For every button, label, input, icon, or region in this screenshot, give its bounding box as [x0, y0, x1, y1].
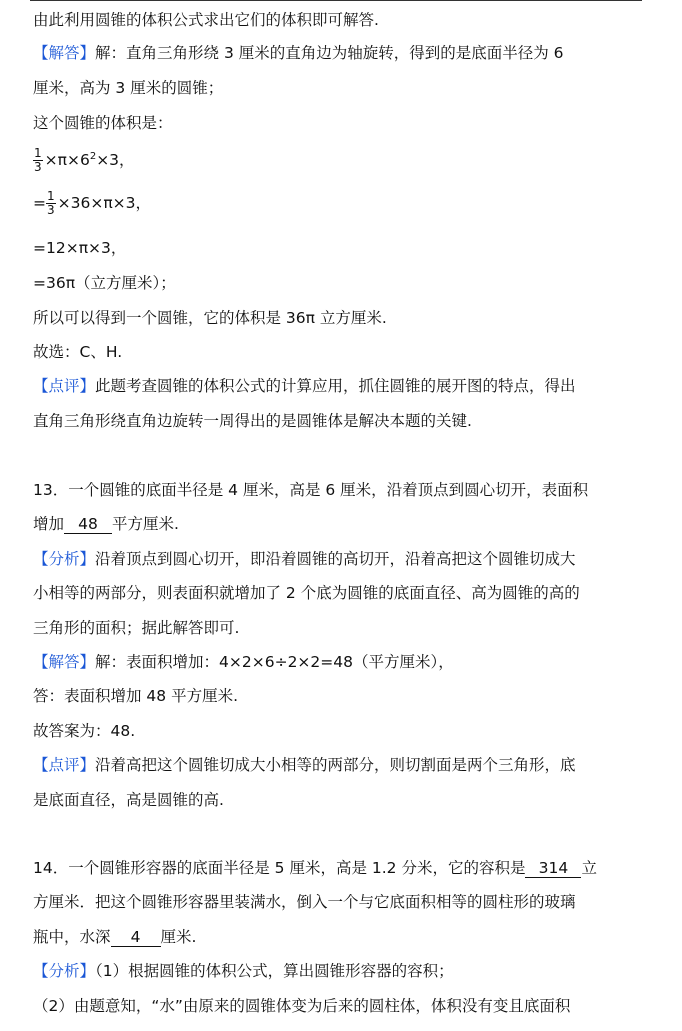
q12-conclusion: 所以可以得到一个圆锥，它的体积是 36π 立方厘米.: [33, 309, 387, 327]
q13-analysis-line-1: 【分析】沿着顶点到圆心切开，即沿着圆锥的高切开，沿着高把这个圆锥切成大: [33, 550, 576, 568]
q14-analysis-line-2: （2）由题意知，“水”由原来的圆锥体变为后来的圆柱体，体积没有变且底面积: [33, 997, 571, 1015]
q13-final-answer: 故答案为：48.: [33, 722, 136, 740]
fraction-one-third: $\frac{1}{3}$: [34, 146, 42, 174]
q13-question-line-2: 增加 48 平方厘米.: [33, 515, 179, 533]
q12-choice: 故选：C、H.: [33, 343, 123, 361]
q12-calc-line-4: =36π（立方厘米）；: [33, 274, 176, 292]
q12-solution-line-2: 厘米，高为 3 厘米的圆锥；: [33, 79, 224, 97]
q13-analysis-line-2: 小相等的两部分，则表面积就增加了 2 个底为圆锥的底面直径、高为圆锥的高的: [33, 584, 580, 602]
q13-comment-line-2: 是底面直径，高是圆锥的高.: [33, 791, 224, 809]
q12-intro-tail: 由此利用圆锥的体积公式求出它们的体积即可解答.: [33, 11, 379, 29]
solution-tag: 【解答】: [33, 44, 96, 62]
q12-comment-line-1: 【点评】此题考查圆锥的体积公式的计算应用，抓住圆锥的展开图的特点，得出: [33, 377, 576, 395]
top-rule: [30, 0, 642, 1]
q12-comment-line-2: 直角三角形绕直角边旋转一周得出的是圆锥体是解决本题的关键.: [33, 412, 472, 430]
solution-tag: 【解答】: [33, 653, 96, 671]
q14-answer-blank-1: 314: [525, 859, 581, 878]
q13-question-line-1: 13．一个圆锥的底面半径是 4 厘米，高是 6 厘米，沿着顶点到圆心切开，表面积: [33, 481, 589, 499]
comment-tag: 【点评】: [33, 377, 96, 395]
q13-answer-blank: 48: [64, 515, 112, 534]
analysis-tag: 【分析】: [33, 962, 96, 980]
q13-analysis-line-3: 三角形的面积；据此解答即可.: [33, 619, 240, 637]
fraction-one-third: $\frac{1}{3}$: [47, 189, 55, 217]
q12-calc-line-1: $\frac{1}{3}$ $\times\pi\times 6^2\times 3$，: [34, 146, 135, 174]
comment-tag: 【点评】: [33, 756, 96, 774]
q14-question-line-3: 瓶中，水深 4 厘米.: [33, 928, 197, 946]
q14-analysis-line-1: 【分析】（1）根据圆锥的体积公式，算出圆锥形容器的容积；: [33, 962, 454, 980]
q13-comment-line-1: 【点评】沿着高把这个圆锥切成大小相等的两部分，则切割面是两个三角形，底: [33, 756, 576, 774]
q12-calc-line-2: = $\frac{1}{3}$ ×36×π×3，: [33, 189, 152, 217]
q13-solution-line-1: 【解答】解：表面积增加：4×2×6÷2×2=48（平方厘米），: [33, 653, 454, 671]
q13-solution-line-2: 答：表面积增加 48 平方厘米.: [33, 687, 239, 705]
q12-solution-line-1: 【解答】解：直角三角形绕 3 厘米的直角边为轴旋转，得到的是底面半径为 6: [33, 44, 564, 62]
analysis-tag: 【分析】: [33, 550, 96, 568]
q14-question-line-1: 14．一个圆锥形容器的底面半径是 5 厘米，高是 1.2 分米，它的容积是 314 立: [33, 859, 597, 877]
q12-volume-label: 这个圆锥的体积是：: [33, 114, 173, 132]
q14-question-line-2: 方厘米．把这个圆锥形容器里装满水，倒入一个与它底面积相等的圆柱形的玻璃: [33, 893, 576, 911]
q14-answer-blank-2: 4: [111, 928, 161, 947]
q12-calc-line-3: =12×π×3，: [33, 239, 127, 257]
